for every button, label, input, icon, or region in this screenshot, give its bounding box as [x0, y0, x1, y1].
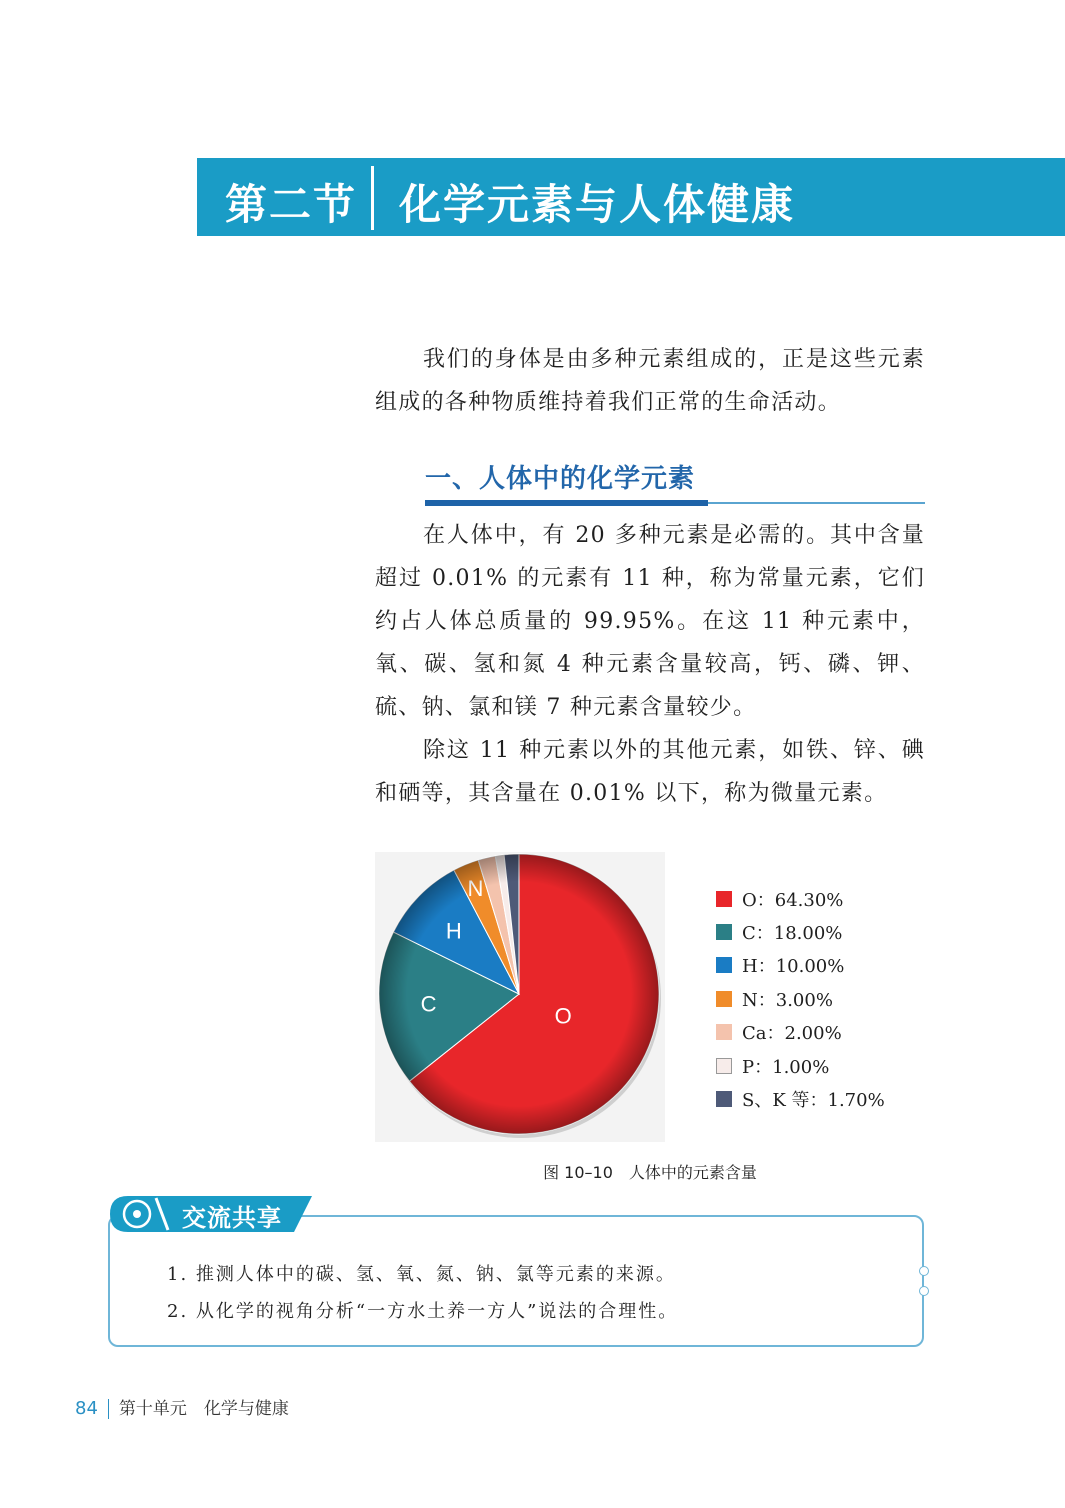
page-footer	[75, 1394, 289, 1419]
legend-label: O：64.30%	[742, 889, 844, 911]
ring-icon	[919, 1286, 929, 1296]
legend-swatch	[716, 1058, 732, 1074]
legend-item	[716, 1016, 885, 1049]
legend-label: N：3.00%	[742, 989, 833, 1011]
share-tab-label: 交流共享	[182, 1204, 282, 1232]
legend-label: S、K 等：1.70%	[742, 1090, 885, 1112]
section-number: 第二节	[225, 180, 358, 229]
footer-separator	[108, 1399, 109, 1419]
legend-item	[716, 882, 885, 915]
subheading	[425, 456, 925, 504]
intro-paragraph: 我们的身体是由多种元素组成的，正是这些元素组成的各种物质维持着我们正常的生命活动。	[375, 347, 925, 415]
legend-swatch	[716, 1024, 732, 1040]
legend-label: P：1.00%	[742, 1056, 830, 1078]
legend-swatch	[716, 1091, 732, 1107]
pie-chart-panel	[375, 852, 665, 1142]
legend-swatch	[716, 991, 732, 1007]
subheading-underline	[425, 500, 708, 506]
legend-swatch	[716, 957, 732, 973]
legend-label: H：10.00%	[742, 956, 845, 978]
legend-label: Ca：2.00%	[742, 1023, 842, 1045]
section-banner	[197, 158, 1065, 236]
banner-divider	[371, 166, 374, 230]
legend-item	[716, 1049, 885, 1082]
section-title: 化学元素与人体健康	[399, 180, 796, 229]
unit-title: 第十单元 化学与健康	[118, 1399, 289, 1419]
legend-item	[716, 1082, 885, 1115]
pie-rim-shade	[379, 854, 659, 1134]
legend-item	[716, 915, 885, 948]
share-tab	[108, 1194, 312, 1234]
subheading-text: 一、人体中的化学元素	[425, 464, 696, 494]
share-item-1: 1. 推测人体中的碳、氢、氧、氮、钠、氯等元素的来源。	[167, 1264, 676, 1285]
share-item-2: 2. 从化学的视角分析“一方水土养一方人”说法的合理性。	[167, 1301, 679, 1322]
legend-item	[716, 982, 885, 1015]
pie-chart	[375, 852, 665, 1142]
body-paragraph-2: 除这 11 种元素以外的其他元素，如铁、锌、碘和硒等，其含量在 0.01% 以下，称为微量元素。	[375, 738, 925, 806]
legend-swatch	[716, 924, 732, 940]
legend-label: C：18.00%	[742, 923, 843, 945]
page-number: 84	[75, 1398, 98, 1419]
body-paragraph-1: 在人体中，有 20 多种元素是必需的。其中含量超过 0.01% 的元素有 11 种，称为常量元素，它们约占人体总质量的 99.95%。在这 11 种元素中，氧、碳、氢和氮 4 种元素含量较高，钙、磷、钾、硫、钠、氯和镁 7 种元素含量较少。	[375, 523, 925, 720]
figure-caption: 图 10–10 人体中的元素含量	[543, 1163, 757, 1182]
ring-icon	[919, 1266, 929, 1276]
chart-legend	[716, 882, 885, 1116]
legend-item	[716, 949, 885, 982]
legend-swatch	[716, 891, 732, 907]
